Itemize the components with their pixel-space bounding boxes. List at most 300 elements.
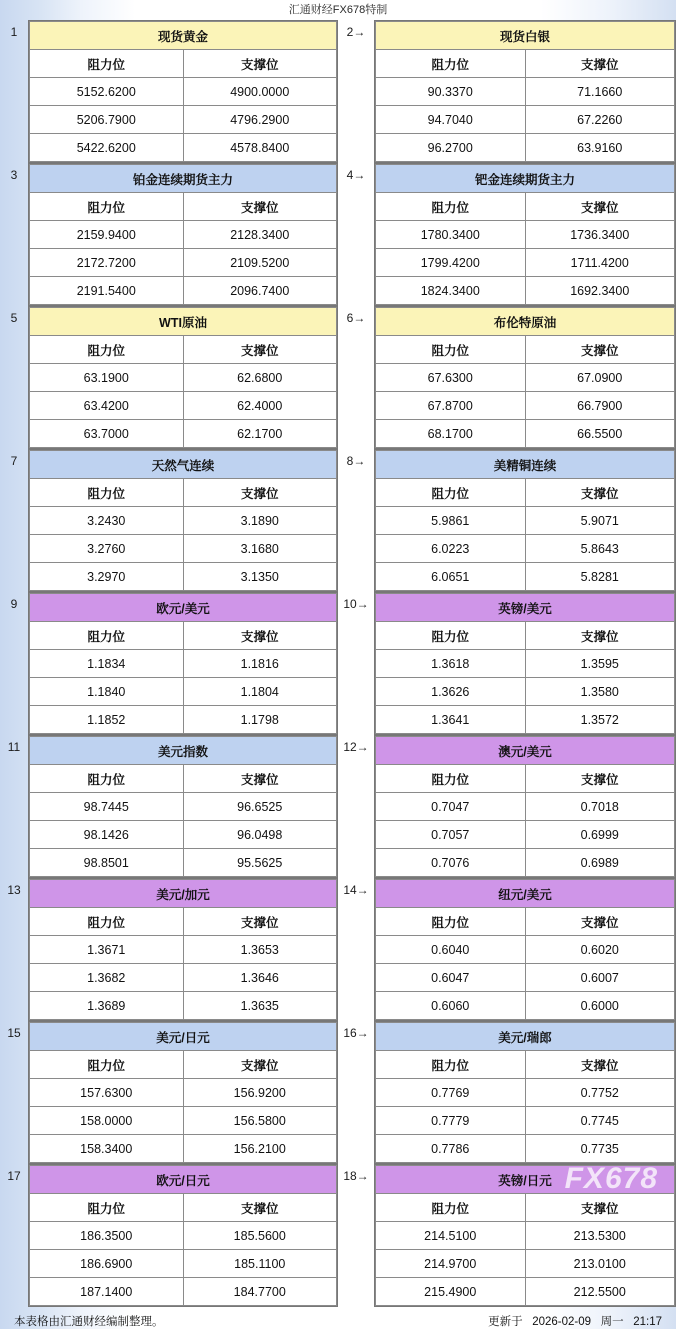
- resistance-value: 94.7040: [376, 106, 526, 134]
- support-header: 支撑位: [183, 908, 337, 936]
- block-index: 4→: [346, 168, 366, 182]
- support-value: 62.1700: [183, 420, 337, 448]
- support-header: 支撑位: [525, 1051, 675, 1079]
- support-header: 支撑位: [183, 765, 337, 793]
- quote-block: [0, 306, 338, 449]
- quote-table-container: [374, 878, 676, 1021]
- support-value: 62.4000: [183, 392, 337, 420]
- block-index: 11: [7, 740, 21, 754]
- quote-table: [375, 307, 675, 448]
- resistance-value: 215.4900: [376, 1278, 526, 1306]
- title-row: [376, 165, 675, 193]
- support-value: 1.3646: [183, 964, 337, 992]
- quote-table-container: [374, 449, 676, 592]
- table-row: [376, 992, 675, 1020]
- support-value: 0.6000: [525, 992, 675, 1020]
- resistance-value: 5206.7900: [30, 106, 184, 134]
- quote-block: [0, 592, 338, 735]
- support-header: 支撑位: [183, 50, 337, 78]
- quote-block: [338, 592, 676, 735]
- resistance-value: 0.6047: [376, 964, 526, 992]
- quote-table-container: [28, 1021, 338, 1164]
- resistance-value: 90.3370: [376, 78, 526, 106]
- quote-table-container: [374, 1021, 676, 1164]
- resistance-value: 63.4200: [30, 392, 184, 420]
- resistance-value: 0.6060: [376, 992, 526, 1020]
- title-row: [376, 308, 675, 336]
- table-row: [30, 1222, 337, 1250]
- quote-block: [338, 878, 676, 1021]
- quote-table: [29, 1022, 337, 1163]
- table-row: [30, 992, 337, 1020]
- support-value: 3.1680: [183, 535, 337, 563]
- resistance-value: 0.7786: [376, 1135, 526, 1163]
- support-value: 2128.3400: [183, 221, 337, 249]
- header-row: [30, 50, 337, 78]
- block-index: 8→: [346, 454, 366, 468]
- table-row: [376, 78, 675, 106]
- header-row: [376, 50, 675, 78]
- resistance-value: 67.6300: [376, 364, 526, 392]
- support-value: 1736.3400: [525, 221, 675, 249]
- resistance-value: 1.1834: [30, 650, 184, 678]
- quote-table: [375, 1022, 675, 1163]
- support-value: 184.7700: [183, 1278, 337, 1306]
- support-value: 156.9200: [183, 1079, 337, 1107]
- support-value: 1.1804: [183, 678, 337, 706]
- support-value: 4900.0000: [183, 78, 337, 106]
- resistance-value: 6.0223: [376, 535, 526, 563]
- block-index: 9: [10, 597, 18, 611]
- support-value: 1.3572: [525, 706, 675, 734]
- support-header: 支撑位: [525, 479, 675, 507]
- table-row: [30, 221, 337, 249]
- quote-table-container: [28, 163, 338, 306]
- table-row: [30, 249, 337, 277]
- quote-block: [338, 1021, 676, 1164]
- quote-block: [338, 449, 676, 592]
- support-value: 1.1798: [183, 706, 337, 734]
- support-value: 96.0498: [183, 821, 337, 849]
- resistance-value: 158.0000: [30, 1107, 184, 1135]
- resistance-value: 68.1700: [376, 420, 526, 448]
- resistance-value: 63.7000: [30, 420, 184, 448]
- quote-table-container: [28, 306, 338, 449]
- header-row: [376, 193, 675, 221]
- header-row: [30, 336, 337, 364]
- support-value: 95.5625: [183, 849, 337, 877]
- table-row: [376, 936, 675, 964]
- header-row: [376, 479, 675, 507]
- quote-row: [0, 163, 676, 306]
- instrument-title: 美元/加元: [30, 880, 337, 908]
- table-row: [376, 420, 675, 448]
- resistance-header: 阻力位: [376, 1051, 526, 1079]
- resistance-header: 阻力位: [376, 479, 526, 507]
- support-header: 支撑位: [183, 622, 337, 650]
- table-row: [376, 1278, 675, 1306]
- resistance-header: 阻力位: [30, 50, 184, 78]
- table-row: [30, 964, 337, 992]
- resistance-value: 5422.6200: [30, 134, 184, 162]
- block-index: 18→: [343, 1169, 369, 1183]
- resistance-value: 1.3671: [30, 936, 184, 964]
- resistance-header: 阻力位: [376, 1194, 526, 1222]
- support-value: 1.3580: [525, 678, 675, 706]
- table-row: [30, 706, 337, 734]
- resistance-value: 1799.4200: [376, 249, 526, 277]
- resistance-value: 186.3500: [30, 1222, 184, 1250]
- quote-block: [0, 449, 338, 592]
- support-value: 5.9071: [525, 507, 675, 535]
- support-header: 支撑位: [183, 193, 337, 221]
- table-row: [30, 78, 337, 106]
- header-row: [30, 1194, 337, 1222]
- support-value: 0.7745: [525, 1107, 675, 1135]
- support-value: 0.6020: [525, 936, 675, 964]
- quote-table-container: [374, 306, 676, 449]
- quote-table-container: [28, 449, 338, 592]
- title-row: [376, 1166, 675, 1194]
- block-index: 12→: [343, 740, 369, 754]
- resistance-value: 0.7047: [376, 793, 526, 821]
- header-row: [30, 479, 337, 507]
- block-index: 14→: [343, 883, 369, 897]
- resistance-value: 1.3641: [376, 706, 526, 734]
- table-row: [30, 793, 337, 821]
- title-row: [376, 594, 675, 622]
- quote-row: [0, 878, 676, 1021]
- block-index: 3: [10, 168, 18, 182]
- table-row: [376, 793, 675, 821]
- title-row: [30, 308, 337, 336]
- resistance-header: 阻力位: [376, 622, 526, 650]
- quote-table: [29, 164, 337, 305]
- resistance-header: 阻力位: [376, 193, 526, 221]
- table-row: [30, 364, 337, 392]
- table-row: [376, 106, 675, 134]
- table-row: [376, 650, 675, 678]
- block-index: 2→: [346, 25, 366, 39]
- support-value: 63.9160: [525, 134, 675, 162]
- support-value: 156.5800: [183, 1107, 337, 1135]
- title-row: [376, 451, 675, 479]
- table-row: [376, 706, 675, 734]
- brand-label: 汇通财经FX678特制: [288, 4, 388, 16]
- support-header: 支撑位: [525, 765, 675, 793]
- quote-table: [29, 21, 337, 162]
- quote-row: [0, 306, 676, 449]
- quote-table: [29, 450, 337, 591]
- resistance-value: 1.3618: [376, 650, 526, 678]
- resistance-value: 186.6900: [30, 1250, 184, 1278]
- support-value: 62.6800: [183, 364, 337, 392]
- resistance-header: 阻力位: [376, 336, 526, 364]
- table-row: [30, 1135, 337, 1163]
- resistance-header: 阻力位: [376, 908, 526, 936]
- header-row: [376, 908, 675, 936]
- resistance-value: 1.1840: [30, 678, 184, 706]
- support-value: 66.7900: [525, 392, 675, 420]
- resistance-value: 214.9700: [376, 1250, 526, 1278]
- updated-weekday: 周一: [600, 1316, 624, 1328]
- header-row: [376, 622, 675, 650]
- instrument-title: 纽元/美元: [376, 880, 675, 908]
- support-value: 156.2100: [183, 1135, 337, 1163]
- support-header: 支撑位: [183, 1194, 337, 1222]
- header-row: [376, 765, 675, 793]
- support-value: 5.8281: [525, 563, 675, 591]
- quote-table-container: [374, 1164, 676, 1307]
- resistance-header: 阻力位: [30, 193, 184, 221]
- footer-updated: [488, 1313, 662, 1329]
- quote-table: [375, 1165, 675, 1306]
- quote-table: [375, 21, 675, 162]
- top-bar: [0, 0, 676, 20]
- resistance-header: 阻力位: [30, 1051, 184, 1079]
- header-row: [30, 765, 337, 793]
- table-row: [376, 1250, 675, 1278]
- quote-table-container: [28, 735, 338, 878]
- quote-block: [338, 163, 676, 306]
- instrument-title: 英镑/美元: [376, 594, 675, 622]
- block-index: 6→: [346, 311, 366, 325]
- resistance-value: 5152.6200: [30, 78, 184, 106]
- quote-row: [0, 735, 676, 878]
- quote-block: [0, 1021, 338, 1164]
- resistance-value: 157.6300: [30, 1079, 184, 1107]
- instrument-title: 铂金连续期货主力: [30, 165, 337, 193]
- quote-block: [0, 878, 338, 1021]
- resistance-value: 1.3626: [376, 678, 526, 706]
- updated-label: 更新于: [488, 1316, 523, 1328]
- table-row: [30, 392, 337, 420]
- support-value: 213.5300: [525, 1222, 675, 1250]
- table-row: [376, 964, 675, 992]
- quote-table: [375, 736, 675, 877]
- table-row: [30, 1079, 337, 1107]
- support-value: 185.1100: [183, 1250, 337, 1278]
- block-index: 17: [7, 1169, 21, 1183]
- title-row: [30, 165, 337, 193]
- resistance-value: 98.1426: [30, 821, 184, 849]
- instrument-title: 钯金连续期货主力: [376, 165, 675, 193]
- block-index: 1: [10, 25, 18, 39]
- instrument-title: 欧元/日元: [30, 1166, 337, 1194]
- table-row: [376, 277, 675, 305]
- header-row: [376, 1051, 675, 1079]
- support-value: 0.6007: [525, 964, 675, 992]
- support-header: 支撑位: [525, 622, 675, 650]
- block-index: 15: [7, 1026, 21, 1040]
- resistance-value: 5.9861: [376, 507, 526, 535]
- support-value: 185.5600: [183, 1222, 337, 1250]
- support-header: 支撑位: [525, 1194, 675, 1222]
- support-value: 0.7018: [525, 793, 675, 821]
- table-row: [30, 821, 337, 849]
- table-row: [30, 134, 337, 162]
- support-value: 3.1890: [183, 507, 337, 535]
- support-value: 1.1816: [183, 650, 337, 678]
- quote-block: [338, 735, 676, 878]
- quote-table: [29, 307, 337, 448]
- quote-block: [338, 20, 676, 163]
- quote-table: [29, 879, 337, 1020]
- header-row: [30, 1051, 337, 1079]
- resistance-value: 158.3400: [30, 1135, 184, 1163]
- table-row: [30, 507, 337, 535]
- resistance-value: 2159.9400: [30, 221, 184, 249]
- support-value: 96.6525: [183, 793, 337, 821]
- support-value: 1.3653: [183, 936, 337, 964]
- table-row: [30, 1250, 337, 1278]
- title-row: [30, 1023, 337, 1051]
- quote-block: [338, 1164, 676, 1307]
- table-row: [30, 650, 337, 678]
- resistance-value: 98.8501: [30, 849, 184, 877]
- table-row: [376, 392, 675, 420]
- block-index: 10→: [343, 597, 369, 611]
- table-row: [30, 420, 337, 448]
- support-value: 66.5500: [525, 420, 675, 448]
- table-row: [376, 1107, 675, 1135]
- instrument-title: 现货黄金: [30, 22, 337, 50]
- quote-table: [375, 450, 675, 591]
- resistance-value: 6.0651: [376, 563, 526, 591]
- header-row: [376, 1194, 675, 1222]
- resistance-header: 阻力位: [30, 622, 184, 650]
- quote-block: [0, 1164, 338, 1307]
- resistance-value: 2191.5400: [30, 277, 184, 305]
- support-value: 5.8643: [525, 535, 675, 563]
- resistance-value: 96.2700: [376, 134, 526, 162]
- block-index: 5: [10, 311, 18, 325]
- quote-table-container: [28, 1164, 338, 1307]
- quote-table-container: [374, 735, 676, 878]
- resistance-value: 63.1900: [30, 364, 184, 392]
- resistance-header: 阻力位: [376, 50, 526, 78]
- block-index: 13: [7, 883, 21, 897]
- quote-row: [0, 1021, 676, 1164]
- table-row: [376, 507, 675, 535]
- updated-date: 2026-02-09: [532, 1316, 592, 1328]
- support-value: 2096.7400: [183, 277, 337, 305]
- watermark: FX678: [564, 1162, 658, 1195]
- resistance-value: 0.6040: [376, 936, 526, 964]
- quote-table: [375, 593, 675, 734]
- quote-table: [29, 736, 337, 877]
- resistance-value: 187.1400: [30, 1278, 184, 1306]
- quote-row: [0, 592, 676, 735]
- quote-block: [0, 20, 338, 163]
- resistance-value: 98.7445: [30, 793, 184, 821]
- quote-table-container: [28, 878, 338, 1021]
- support-header: 支撑位: [525, 908, 675, 936]
- header-row: [30, 193, 337, 221]
- table-row: [376, 849, 675, 877]
- support-value: 3.1350: [183, 563, 337, 591]
- table-row: [30, 1278, 337, 1306]
- title-row: [376, 1023, 675, 1051]
- instrument-title: WTI原油: [30, 308, 337, 336]
- quote-row: [0, 449, 676, 592]
- title-row: [30, 594, 337, 622]
- support-header: 支撑位: [525, 193, 675, 221]
- block-index: 7: [10, 454, 18, 468]
- quote-table-container: [374, 592, 676, 735]
- resistance-value: 3.2430: [30, 507, 184, 535]
- header-row: [376, 336, 675, 364]
- resistance-value: 1.3682: [30, 964, 184, 992]
- resistance-header: 阻力位: [30, 1194, 184, 1222]
- table-row: [376, 1079, 675, 1107]
- resistance-value: 1824.3400: [376, 277, 526, 305]
- header-row: [30, 908, 337, 936]
- support-header: 支撑位: [183, 1051, 337, 1079]
- block-index: 16→: [343, 1026, 369, 1040]
- support-value: 1692.3400: [525, 277, 675, 305]
- instrument-title: 美精铜连续: [376, 451, 675, 479]
- resistance-value: 1.1852: [30, 706, 184, 734]
- quote-grid: [0, 20, 676, 1307]
- table-row: [30, 849, 337, 877]
- table-row: [376, 1135, 675, 1163]
- resistance-value: 3.2970: [30, 563, 184, 591]
- title-row: [30, 880, 337, 908]
- quote-table-container: [28, 592, 338, 735]
- title-row: [376, 880, 675, 908]
- table-row: [30, 678, 337, 706]
- support-header: 支撑位: [183, 479, 337, 507]
- table-row: [376, 364, 675, 392]
- support-value: 4796.2900: [183, 106, 337, 134]
- table-row: [376, 535, 675, 563]
- support-value: 1.3635: [183, 992, 337, 1020]
- resistance-header: 阻力位: [30, 765, 184, 793]
- instrument-title: 欧元/美元: [30, 594, 337, 622]
- table-row: [30, 563, 337, 591]
- support-value: 67.0900: [525, 364, 675, 392]
- support-value: 0.7735: [525, 1135, 675, 1163]
- quote-block: [0, 735, 338, 878]
- resistance-header: 阻力位: [30, 336, 184, 364]
- resistance-value: 0.7769: [376, 1079, 526, 1107]
- table-row: [30, 106, 337, 134]
- table-row: [376, 678, 675, 706]
- support-header: 支撑位: [525, 50, 675, 78]
- support-value: 71.1660: [525, 78, 675, 106]
- title-row: [376, 22, 675, 50]
- instrument-title: 英镑/日元: [376, 1166, 675, 1194]
- support-value: 212.5500: [525, 1278, 675, 1306]
- title-row: [376, 737, 675, 765]
- quote-table-container: [374, 163, 676, 306]
- resistance-value: 67.8700: [376, 392, 526, 420]
- table-row: [376, 221, 675, 249]
- resistance-header: 阻力位: [376, 765, 526, 793]
- support-value: 0.6999: [525, 821, 675, 849]
- table-row: [376, 249, 675, 277]
- footer-note: 本表格由汇通财经编制整理。: [14, 1316, 164, 1328]
- support-value: 213.0100: [525, 1250, 675, 1278]
- resistance-header: 阻力位: [30, 908, 184, 936]
- quote-table-container: [374, 20, 676, 163]
- resistance-value: 0.7057: [376, 821, 526, 849]
- support-value: 0.7752: [525, 1079, 675, 1107]
- table-row: [30, 936, 337, 964]
- header-row: [30, 622, 337, 650]
- support-value: 1711.4200: [525, 249, 675, 277]
